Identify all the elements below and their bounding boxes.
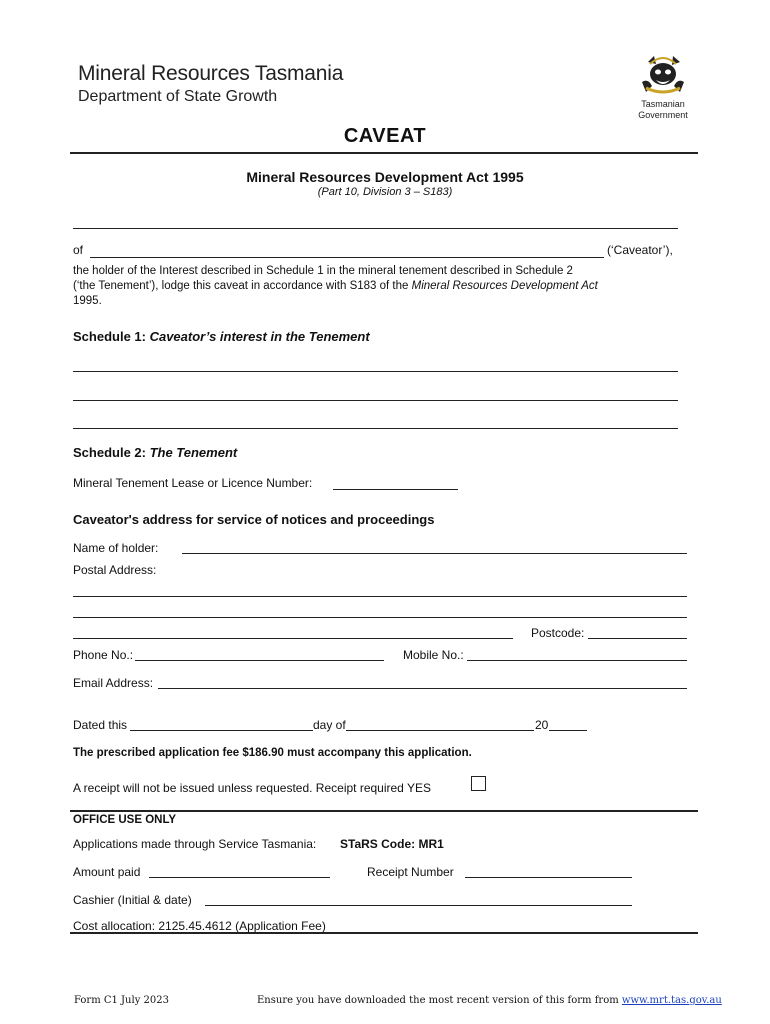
year-prefix: 20 xyxy=(535,718,549,732)
postal-address-line-1[interactable] xyxy=(73,582,687,597)
postal-address-line-2[interactable] xyxy=(73,603,687,618)
holder-name-field[interactable] xyxy=(182,539,687,554)
phone-label: Phone No.: xyxy=(73,648,134,662)
amount-paid-field[interactable] xyxy=(149,863,330,878)
fee-note: The prescribed application fee $186.90 must accompany this application. xyxy=(73,747,472,759)
stars-code: STaRS Code: MR1 xyxy=(340,837,444,851)
dated-year-field[interactable] xyxy=(549,716,587,731)
email-label: Email Address: xyxy=(73,676,154,690)
phone-field[interactable] xyxy=(135,646,384,661)
receipt-number-field[interactable] xyxy=(465,863,632,878)
holder-name-label: Name of holder: xyxy=(73,541,159,555)
postcode-field[interactable] xyxy=(588,624,687,639)
lease-number-field[interactable] xyxy=(333,475,458,490)
organisation-name: Mineral Resources Tasmania xyxy=(78,62,344,85)
email-field[interactable] xyxy=(158,674,687,689)
dated-month-field[interactable] xyxy=(346,716,534,731)
mobile-field[interactable] xyxy=(467,646,687,661)
cost-allocation: Cost allocation: 2125.45.4612 (Application Fee) xyxy=(73,919,326,933)
cashier-label: Cashier (Initial & date) xyxy=(73,893,192,907)
dated-day-field[interactable] xyxy=(130,716,313,731)
department-name: Department of State Growth xyxy=(78,88,278,105)
cashier-field[interactable] xyxy=(205,891,632,906)
receipt-note: A receipt will not be issued unless requested. Receipt required YES xyxy=(73,781,431,795)
lease-number-label: Mineral Tenement Lease or Licence Number: xyxy=(73,476,313,490)
office-rule-bottom xyxy=(70,932,698,934)
schedule-2-heading: Schedule 2: The Tenement xyxy=(73,445,238,460)
amount-paid-label: Amount paid xyxy=(73,865,141,879)
postal-address-label: Postal Address: xyxy=(73,563,157,577)
caveator-name-field[interactable] xyxy=(73,214,678,229)
caveator-label: (‘Caveator’), xyxy=(607,243,673,257)
office-use-heading: OFFICE USE ONLY xyxy=(73,814,177,826)
address-heading: Caveator's address for service of notices and proceedings xyxy=(73,512,435,527)
schedule-1-line-3[interactable] xyxy=(73,414,678,429)
postcode-label: Postcode: xyxy=(531,626,585,640)
intro-paragraph: the holder of the Interest described in Schedule 1 in the mineral tenement described in Schedule 2 (‘the Tenement’), lodge this caveat in accordance with S183 of the Mineral Resources Development Act 1995. xyxy=(73,265,598,307)
schedule-1-line-1[interactable] xyxy=(73,357,678,372)
act-part: (Part 10, Division 3 – S183) xyxy=(317,186,453,198)
act-title: Mineral Resources Development Act 1995 xyxy=(246,169,524,185)
receipt-number-label: Receipt Number xyxy=(367,865,454,879)
dated-label: Dated this xyxy=(73,718,128,732)
postal-address-line-3[interactable] xyxy=(73,624,513,639)
receipt-required-checkbox[interactable] xyxy=(471,776,486,791)
footer-note: Ensure you have downloaded the most recent version of this form from www.mrt.tas.gov.au xyxy=(257,995,722,1006)
government-label: Tasmanian Government xyxy=(638,99,688,120)
form-title: CAVEAT xyxy=(343,125,427,147)
mobile-label: Mobile No.: xyxy=(403,648,464,662)
office-rule-top xyxy=(70,810,698,812)
caveator-of-field[interactable] xyxy=(90,243,604,258)
schedule-1-heading: Schedule 1: Caveator’s interest in the Tenement xyxy=(73,329,370,344)
mrt-website-link[interactable]: www.mrt.tas.gov.au xyxy=(621,995,722,1006)
schedule-1-line-2[interactable] xyxy=(73,386,678,401)
title-rule xyxy=(70,152,698,154)
form-id: Form C1 July 2023 xyxy=(74,995,169,1006)
service-tasmania-label: Applications made through Service Tasmania: xyxy=(73,837,317,851)
of-label: of xyxy=(73,243,84,257)
day-of-label: day of xyxy=(313,718,346,732)
